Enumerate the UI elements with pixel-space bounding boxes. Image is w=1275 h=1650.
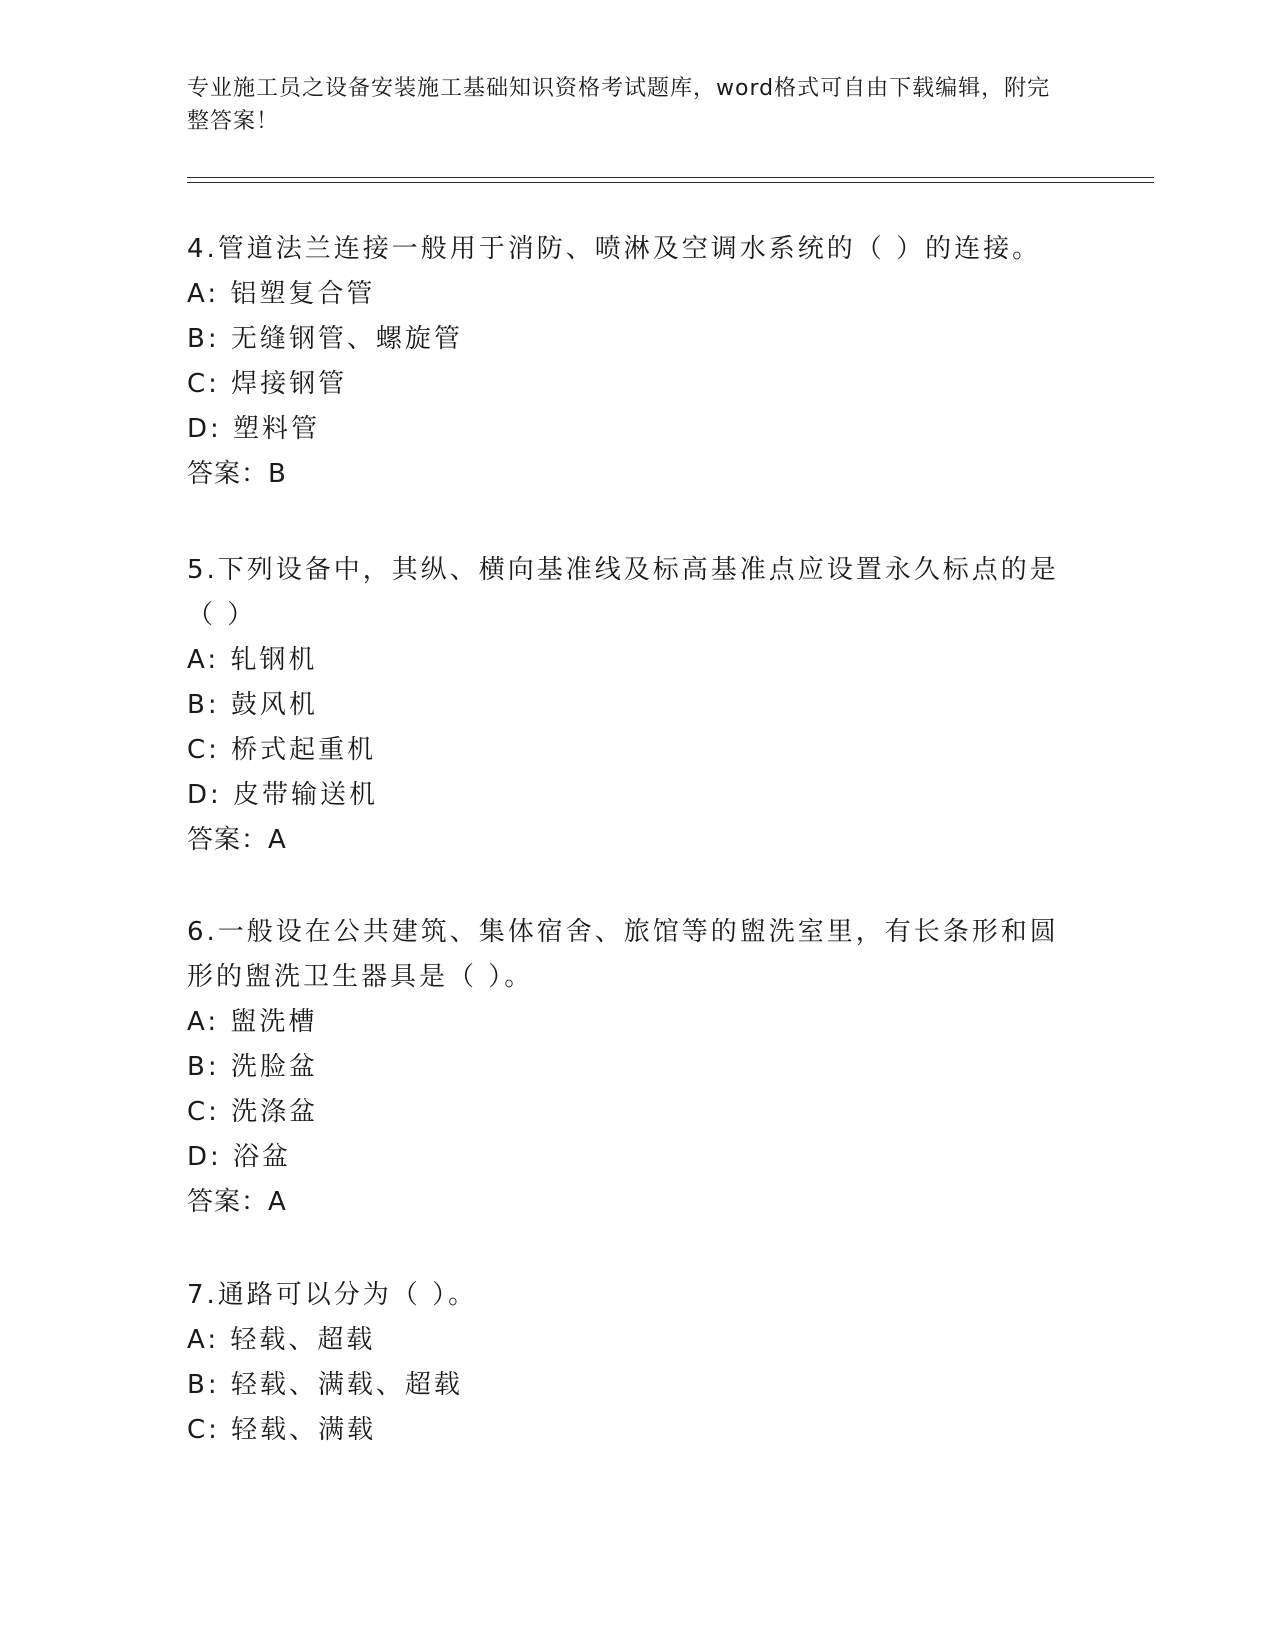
option-c: C: 洗涤盆 [187, 1097, 319, 1127]
option-a: A: 铝塑复合管 [187, 279, 376, 309]
answer-label: 答案：A [187, 825, 287, 855]
header-divider-top [187, 177, 1154, 178]
option-d: D: 皮带输送机 [187, 780, 379, 810]
option-b: B: 轻载、满载、超载 [187, 1370, 463, 1400]
header-divider-bottom [187, 182, 1154, 183]
option-c: C: 轻载、满载 [187, 1415, 377, 1445]
question-5 [187, 548, 1067, 863]
question-stem: 7.通路可以分为（ ）。 [187, 1280, 478, 1310]
option-b: B: 鼓风机 [187, 690, 318, 720]
question-stem: 6.一般设在公共建筑、集体宿舍、旅馆等的盥洗室里，有长条形和圆形的盥洗卫生器具是（ ）。 [187, 917, 1059, 992]
option-a: A: 盥洗槽 [187, 1007, 318, 1037]
option-d: D: 塑料管 [187, 414, 321, 444]
option-c: C: 焊接钢管 [187, 369, 348, 399]
answer-label: 答案：A [187, 1187, 287, 1217]
option-d: D: 浴盆 [187, 1142, 292, 1172]
question-4 [187, 227, 1067, 497]
question-stem: 4.管道法兰连接一般用于消防、喷淋及空调水系统的（ ）的连接。 [187, 234, 1042, 264]
question-7 [187, 1273, 1067, 1453]
option-c: C: 桥式起重机 [187, 735, 377, 765]
option-a: A: 轻载、超载 [187, 1325, 376, 1355]
option-b: B: 洗脸盆 [187, 1052, 318, 1082]
option-a: A: 轧钢机 [187, 645, 318, 675]
question-6 [187, 910, 1067, 1225]
option-b: B: 无缝钢管、螺旋管 [187, 324, 463, 354]
answer-label: 答案：B [187, 459, 287, 489]
document-header: 专业施工员之设备安装施工基础知识资格考试题库，word格式可自由下载编辑，附完整答案！ [187, 76, 1051, 134]
question-stem: 5.下列设备中，其纵、横向基准线及标高基准点应设置永久标点的是（ ） [187, 555, 1059, 630]
